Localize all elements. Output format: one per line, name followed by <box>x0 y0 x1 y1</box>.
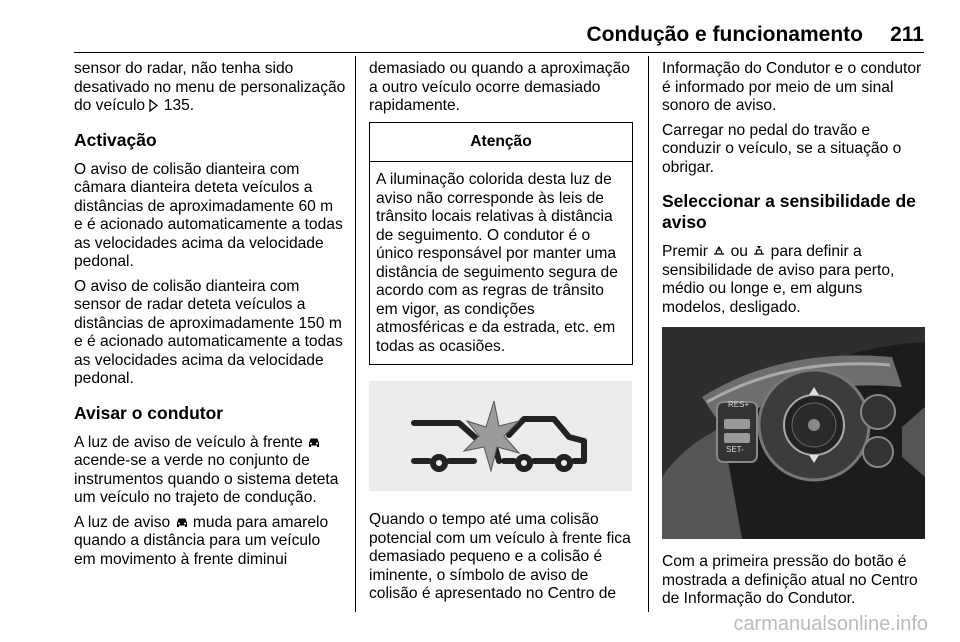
page-number: 211 <box>890 23 924 46</box>
alert-paragraph-1 <box>74 434 346 508</box>
vehicle-ahead-icon <box>307 436 321 449</box>
sens-p-start: Premir <box>662 243 708 260</box>
figure-caption-paragraph: Quando o tempo até uma colisão potencial com um veículo à frente fica demasiado pequeno e a colisão é iminente, o símbolo de aviso de colisão é apresentado no Centro de <box>369 511 631 602</box>
column-divider-2 <box>648 56 649 612</box>
alert-p2-start: A luz de aviso <box>74 513 171 531</box>
page-header-title: Condução e funcionamento <box>586 23 863 46</box>
alert-p1-start: A luz de aviso de veículo à frente <box>74 433 303 451</box>
column-divider-1 <box>355 56 356 612</box>
alert-p1-end: acende-se a verde no conjunto de instrumentos quando o sistema deteta um veículo no trajeto de condução. <box>74 452 339 506</box>
sens-p-end: para definir a sensibilidade de aviso para perto, médio ou longe e, em alguns modelos, desligado. <box>662 243 895 316</box>
steering-wheel-controls-figure <box>662 327 925 539</box>
warning-text: A iluminação colorida desta luz de aviso não corresponde às leis de trânsito locais relativas à distância de seguimento. O condutor é o único responsável por manter uma distância de seguimento segura de acordo com as regras de trânsito em vigor, as condições atmosféricas e da estrada, etc. em todas as ocasiões. <box>376 171 618 355</box>
alert-heading: Avisar o condutor <box>74 402 224 423</box>
sensitivity-heading: Seleccionar a sensibilidade de aviso <box>662 191 916 232</box>
watermark: carmanualsonline.info <box>733 613 928 635</box>
set-label: SET- <box>726 445 744 454</box>
intro-paragraph <box>74 60 346 116</box>
sensitivity-paragraph <box>662 243 928 317</box>
vehicle-ahead-icon <box>175 516 189 529</box>
alert-p2-end: muda para amarelo quando a distância para um veículo em movimento à frente diminui <box>74 513 329 568</box>
column-1 <box>74 60 346 575</box>
column-3 <box>662 60 928 615</box>
warning-box <box>369 122 633 366</box>
column-2 <box>369 60 634 610</box>
res-label: RES+ <box>728 400 750 409</box>
sensitivity-up-icon <box>712 245 726 258</box>
collision-warning-figure <box>369 381 632 491</box>
continued-paragraph: Informação do Condutor e o condutor é informado por meio de um sinal sonoro de aviso. <box>662 60 922 114</box>
sensitivity-down-icon <box>752 245 766 258</box>
sens-p-or: ou <box>730 243 748 260</box>
activation-paragraph-1: O aviso de colisão dianteira com câmara dianteira deteta veículos a distâncias de aproximadamente 60 m e é acionado automaticamente a todas as velocidades acima da velocidade pedonal. <box>74 160 343 270</box>
intro-page-ref[interactable]: 135. <box>163 97 195 114</box>
final-paragraph: Com a primeira pressão do botão é mostrada a definição atual no Centro de Informação do Condutor. <box>662 553 918 607</box>
page-reference-arrow-icon <box>149 99 159 112</box>
header-rule <box>74 52 924 53</box>
continued-paragraph: demasiado ou quando a aproximação a outro veículo ocorre demasiado rapidamente. <box>369 60 630 114</box>
warning-title: Atenção <box>370 123 632 163</box>
brake-paragraph: Carregar no pedal do travão e conduzir o veículo, se a situação o obrigar. <box>662 121 902 176</box>
alert-paragraph-2 <box>74 514 346 570</box>
intro-text: sensor do radar, não tenha sido desativado no menu de personalização do veículo <box>74 60 346 114</box>
activation-paragraph-2: O aviso de colisão dianteira com sensor de radar deteta veículos a distâncias de aproximadamente 150 m e é acionado automaticamente a todas as velocidades acima da velocidade pedonal. <box>74 277 343 387</box>
activation-heading: Activação <box>74 129 157 150</box>
